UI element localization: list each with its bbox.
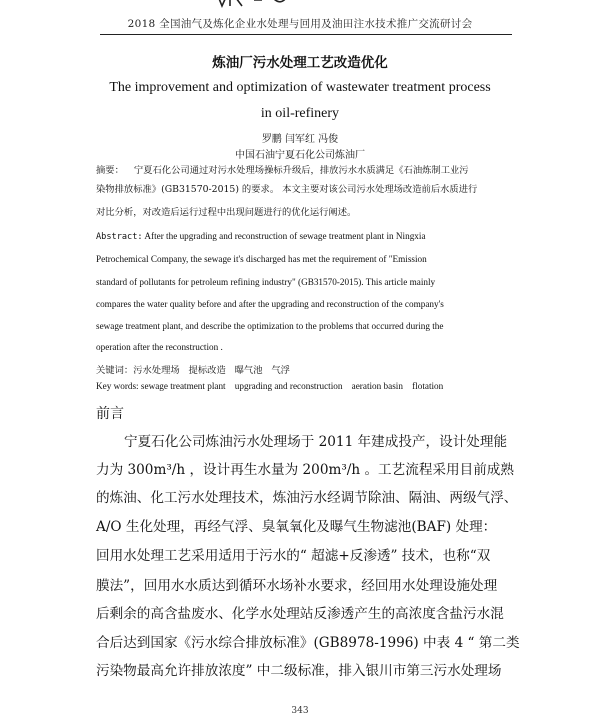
body-line: A/O 生化处理，再经气浮、臭氧氧化及曝气生物滤池(BAF) 处理： — [96, 519, 497, 535]
body-line: 合后达到国家《污水综合排放标准》(GB8978-1996) 中表 4 “ 第二类 — [96, 635, 520, 651]
body-line: 力为 300m³/h ，设计再生水量为 200m³/h 。工艺流程采用目前成熟 — [96, 462, 514, 478]
keywords-en — [96, 381, 443, 391]
handwritten-mark — [214, 0, 334, 10]
conference-header: 2018 全国油气及炼化企业水处理与回用及油田注水技术推广交流研讨会 — [127, 18, 473, 30]
abstract-cn-line: 对比分析，对改造后运行过程中出现问题进行的优化运行阐述。 — [96, 207, 357, 218]
keywords-en-text: sewage treatment plant upgrading and reconstruction aeration basin flotation — [140, 381, 444, 391]
body-line: 后剩余的高含盐废水、化学水处理站反渗透产生的高浓度含盐污水混 — [96, 606, 504, 622]
abstract-cn-text: 宁夏石化公司通过对污水处理场操标升级后，排放污水水质满足《石油炼制工业污 — [133, 165, 469, 176]
body-line: 的炼油、化工污水处理技术，炼油污水经调节除油、隔油、两级气浮、 — [96, 490, 518, 506]
abstract-en-line: Petrochemical Company, the sewage it's discharged has met the requirement of "Emission — [96, 254, 427, 264]
abstract-en-line: standard of pollutants for petroleum refining industry" (GB31570-2015). This article mainly — [96, 277, 436, 287]
authors: 罗鹏 闫军红 冯俊 — [261, 134, 339, 145]
keywords-en-label: Key words: — [96, 381, 139, 391]
body-line: 宁夏石化公司炼油污水处理场于 2011 年建成投产，设计处理能 — [124, 434, 508, 450]
abstract-cn-line — [96, 165, 508, 177]
abstract-en-text: After the upgrading and reconstruction of sewage treatment plant in Ningxia — [144, 231, 426, 241]
abstract-en-line: operation after the reconstruction . — [96, 342, 223, 352]
keywords-cn — [96, 362, 290, 376]
abstract-en-line — [96, 230, 508, 243]
abstract-cn-label: 摘要： — [96, 165, 124, 176]
abstract-en-line: sewage treatment plant, and describe the optimization to the problems that occurred during the — [96, 321, 444, 331]
abstract-en-line: compares the water quality before and after the upgrading and reconstruction of the company's — [96, 299, 444, 309]
keywords-cn-label: 关键词： — [96, 365, 134, 376]
body-line: 膜法”，回用水水质达到循环水场补水要求，经回用水处理设施处理 — [96, 578, 498, 594]
affiliation: 中国石油宁夏石化公司炼油厂 — [235, 150, 365, 161]
page-number: 343 — [291, 706, 309, 716]
paper-title-en-line1: The improvement and optimization of wastewater treatment process — [109, 80, 491, 95]
body-line: 回用水处理工艺采用适用于污水的“ 超滤+反渗透” 技术，也称“双 — [96, 548, 491, 564]
keywords-cn-text: 污水处理场 提标改造 曝气池 气浮 — [133, 365, 290, 376]
paper-title-cn: 炼油厂污水处理工艺改造优化 — [212, 55, 388, 71]
body-line: 污染物最高允许排放浓度” 中二级标准，排入银川市第三污水处理场 — [96, 663, 502, 679]
header-divider — [100, 34, 512, 35]
paper-title-en-line2: in oil-refinery — [260, 106, 340, 121]
abstract-cn-line: 染物排放标准》(GB31570-2015) 的要求。 本文主要对该公司污水处理场改造前后水质进行 — [96, 184, 478, 195]
abstract-en-label: Abstract: — [96, 232, 143, 242]
section-title: 前言 — [96, 406, 124, 422]
